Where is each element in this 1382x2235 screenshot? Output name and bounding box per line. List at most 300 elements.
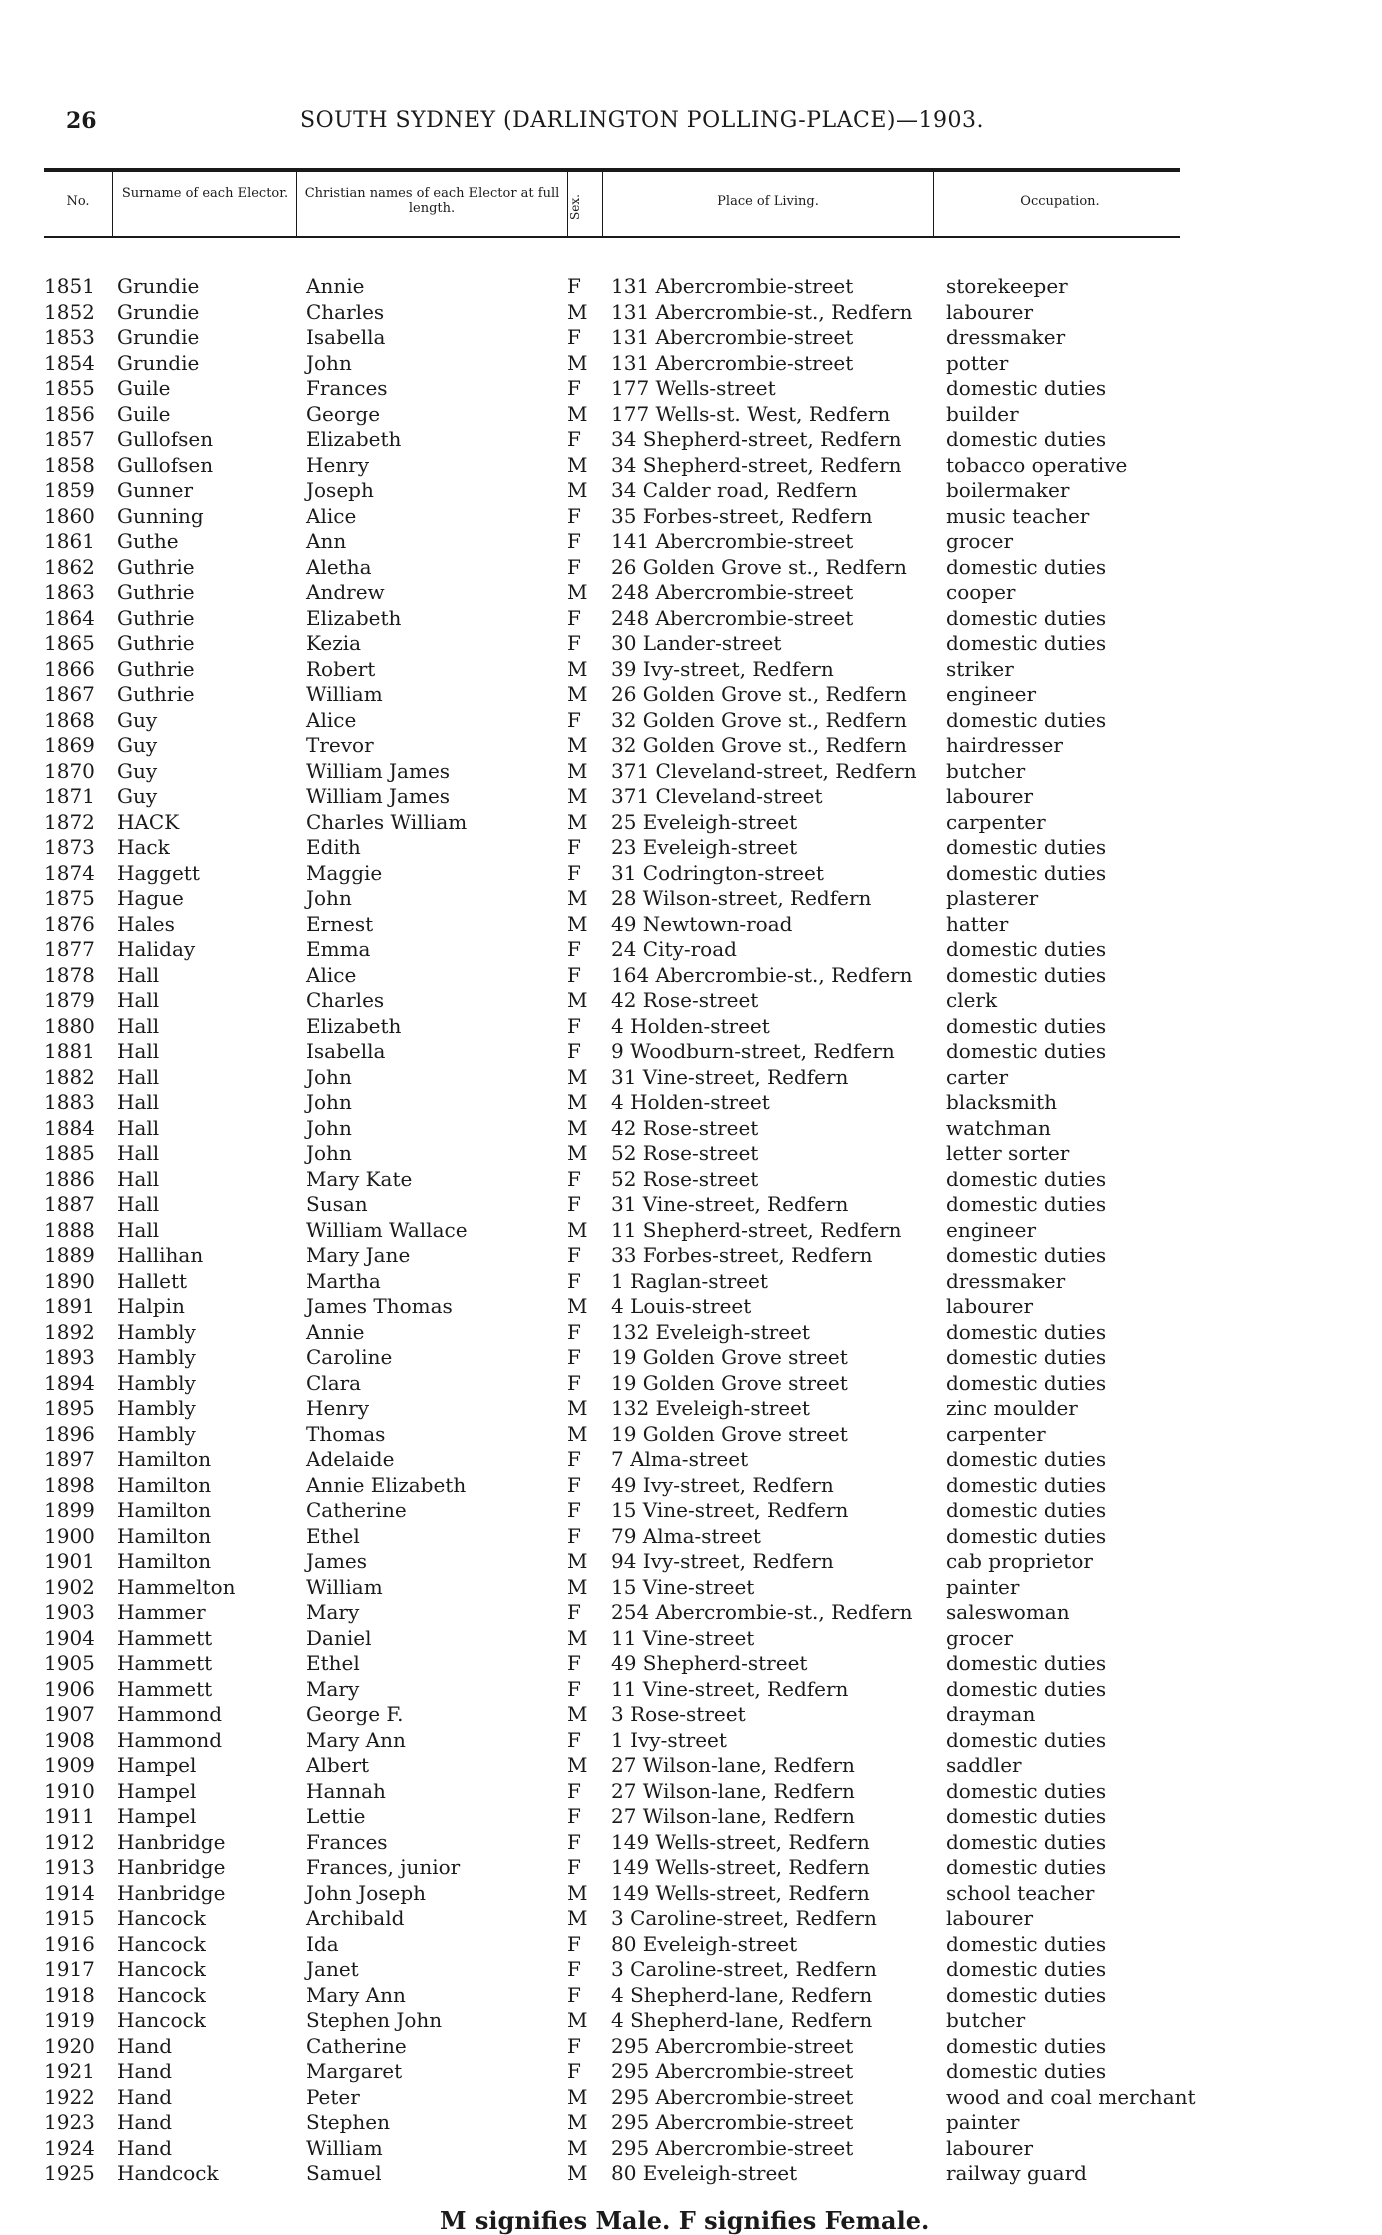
elector-surname: Hampel — [117, 1778, 197, 1803]
elector-occupation: domestic duties — [946, 1013, 1107, 1038]
elector-christian-names: Elizabeth — [306, 427, 402, 451]
column-header-sex: Sex. — [568, 194, 582, 220]
elector-sex: F — [567, 376, 581, 400]
table-row — [0, 2161, 1382, 2187]
elector-occupation: grocer — [946, 1625, 1014, 1650]
elector-number: 1917 — [44, 1957, 95, 1981]
elector-surname: Guthrie — [117, 554, 195, 579]
elector-number: 1919 — [44, 2008, 95, 2032]
elector-occupation: labourer — [946, 299, 1034, 324]
elector-christian-names: Alice — [306, 707, 357, 732]
elector-place-of-living: 15 Vine-street — [611, 1574, 755, 1599]
elector-place-of-living: 295 Abercrombie-street — [611, 2033, 854, 2058]
elector-occupation: engineer — [946, 1217, 1037, 1242]
table-row — [0, 1779, 1382, 1805]
table-row — [0, 963, 1382, 989]
elector-place-of-living: 42 Rose-street — [611, 1115, 759, 1140]
elector-christian-names: Frances — [306, 376, 388, 400]
elector-occupation: domestic duties — [946, 1345, 1107, 1369]
elector-sex: M — [567, 401, 588, 426]
table-row — [0, 453, 1382, 479]
elector-sex: M — [567, 1753, 588, 1777]
elector-place-of-living: 49 Newtown-road — [611, 911, 793, 936]
elector-occupation: domestic duties — [946, 707, 1107, 732]
elector-sex: F — [567, 2059, 581, 2083]
elector-number: 1875 — [44, 886, 95, 910]
elector-christian-names: Samuel — [306, 2161, 382, 2185]
table-row — [0, 1167, 1382, 1193]
elector-sex: M — [567, 2161, 588, 2185]
elector-place-of-living: 248 Abercrombie-street — [611, 580, 854, 604]
table-row — [0, 1728, 1382, 1754]
elector-place-of-living: 149 Wells-street, Redfern — [611, 1855, 870, 1879]
elector-occupation: domestic duties — [946, 1651, 1107, 1675]
elector-christian-names: Kezia — [306, 631, 362, 655]
elector-sex: M — [567, 1217, 588, 1242]
elector-occupation: saddler — [946, 1753, 1022, 1777]
elector-sex: M — [567, 656, 588, 681]
elector-place-of-living: 33 Forbes-street, Redfern — [611, 1243, 873, 1267]
elector-christian-names: Emma — [306, 937, 371, 961]
elector-sex: F — [567, 962, 581, 987]
elector-place-of-living: 132 Eveleigh-street — [611, 1319, 810, 1344]
column-header-christian: Christian names of each Elector at full length. — [304, 186, 560, 216]
elector-christian-names: Catherine — [306, 1498, 407, 1522]
elector-place-of-living: 31 Codrington-street — [611, 860, 824, 885]
elector-sex: F — [567, 1345, 581, 1369]
elector-sex: F — [567, 1319, 581, 1344]
elector-surname: Hanbridge — [117, 1855, 226, 1879]
elector-christian-names: Edith — [306, 835, 361, 859]
elector-christian-names: Maggie — [306, 860, 383, 885]
elector-occupation: domestic duties — [946, 1778, 1107, 1803]
table-row — [0, 1014, 1382, 1040]
elector-place-of-living: 24 City-road — [611, 937, 737, 961]
elector-surname: Guthrie — [117, 682, 195, 706]
table-row — [0, 1090, 1382, 1116]
elector-place-of-living: 4 Shepherd-lane, Redfern — [611, 2008, 873, 2032]
elector-occupation: painter — [946, 1574, 1020, 1599]
elector-surname: Hambly — [117, 1421, 196, 1446]
elector-surname: Hancock — [117, 1957, 206, 1981]
elector-number: 1900 — [44, 1523, 95, 1548]
table-row — [0, 2085, 1382, 2111]
elector-christian-names: William James — [306, 784, 451, 808]
elector-occupation: drayman — [946, 1702, 1036, 1726]
elector-number: 1913 — [44, 1855, 95, 1879]
elector-surname: Hammett — [117, 1651, 213, 1675]
elector-surname: Hancock — [117, 1931, 206, 1956]
elector-surname: Hamilton — [117, 1472, 212, 1497]
elector-occupation: watchman — [946, 1115, 1051, 1140]
elector-surname: Guthrie — [117, 631, 195, 655]
elector-number: 1858 — [44, 452, 95, 477]
elector-christian-names: Lettie — [306, 1804, 366, 1828]
column-separator — [602, 172, 603, 236]
elector-christian-names: William Wallace — [306, 1217, 468, 1242]
table-row — [0, 1498, 1382, 1524]
elector-place-of-living: 80 Eveleigh-street — [611, 1931, 798, 1956]
elector-occupation: engineer — [946, 682, 1037, 706]
elector-surname: Hampel — [117, 1804, 197, 1828]
table-row — [0, 2110, 1382, 2136]
elector-christian-names: Mary Kate — [306, 1166, 413, 1191]
elector-christian-names: Stephen — [306, 2110, 390, 2134]
elector-surname: Hammond — [117, 1702, 223, 1726]
elector-sex: M — [567, 1880, 588, 1905]
elector-occupation: dressmaker — [946, 1268, 1066, 1293]
elector-occupation: domestic duties — [946, 1039, 1107, 1063]
elector-christian-names: Adelaide — [306, 1447, 395, 1471]
elector-sex: M — [567, 784, 588, 808]
elector-sex: M — [567, 350, 588, 375]
elector-sex: F — [567, 325, 581, 349]
elector-sex: F — [567, 1982, 581, 2007]
table-row — [0, 810, 1382, 836]
elector-sex: M — [567, 988, 588, 1012]
elector-christian-names: Alice — [306, 503, 357, 528]
elector-number: 1863 — [44, 580, 95, 604]
elector-place-of-living: 35 Forbes-street, Redfern — [611, 503, 873, 528]
elector-christian-names: George — [306, 401, 381, 426]
elector-sex: M — [567, 1090, 588, 1114]
elector-sex: M — [567, 1625, 588, 1650]
elector-christian-names: Frances, junior — [306, 1855, 461, 1879]
elector-place-of-living: 34 Calder road, Redfern — [611, 478, 858, 502]
elector-number: 1854 — [44, 350, 95, 375]
elector-place-of-living: 49 Shepherd-street — [611, 1651, 808, 1675]
elector-place-of-living: 131 Abercrombie-st., Redfern — [611, 299, 913, 324]
table-row — [0, 1549, 1382, 1575]
elector-surname: Hall — [117, 1039, 160, 1063]
elector-occupation: zinc moulder — [946, 1396, 1078, 1420]
elector-christian-names: William — [306, 2135, 383, 2160]
table-row — [0, 376, 1382, 402]
elector-number: 1915 — [44, 1906, 95, 1930]
elector-occupation: domestic duties — [946, 376, 1107, 400]
table-row — [0, 1626, 1382, 1652]
elector-occupation: domestic duties — [946, 835, 1107, 859]
elector-christian-names: Elizabeth — [306, 1013, 402, 1038]
elector-number: 1896 — [44, 1421, 95, 1446]
elector-number: 1882 — [44, 1064, 95, 1089]
elector-place-of-living: 19 Golden Grove street — [611, 1370, 848, 1395]
table-row — [0, 1957, 1382, 1983]
elector-surname: Hand — [117, 2110, 173, 2134]
elector-number: 1902 — [44, 1574, 95, 1599]
elector-place-of-living: 295 Abercrombie-street — [611, 2135, 854, 2160]
elector-place-of-living: 131 Abercrombie-street — [611, 325, 854, 349]
elector-place-of-living: 52 Rose-street — [611, 1166, 759, 1191]
table-row — [0, 402, 1382, 428]
elector-sex: F — [567, 605, 581, 630]
table-row — [0, 351, 1382, 377]
elector-occupation: blacksmith — [946, 1090, 1057, 1114]
elector-place-of-living: 371 Cleveland-street, Redfern — [611, 758, 917, 783]
table-row — [0, 657, 1382, 683]
elector-occupation: labourer — [946, 2135, 1034, 2160]
elector-place-of-living: 149 Wells-street, Redfern — [611, 1829, 870, 1854]
table-row — [0, 1320, 1382, 1346]
elector-number: 1905 — [44, 1651, 95, 1675]
elector-surname: Hammett — [117, 1625, 213, 1650]
elector-number: 1880 — [44, 1013, 95, 1038]
elector-sex: M — [567, 1141, 588, 1165]
elector-place-of-living: 25 Eveleigh-street — [611, 809, 798, 834]
table-row — [0, 1524, 1382, 1550]
elector-occupation: grocer — [946, 529, 1014, 553]
elector-surname: Hall — [117, 1064, 160, 1089]
elector-number: 1870 — [44, 758, 95, 783]
elector-christian-names: Elizabeth — [306, 605, 402, 630]
elector-occupation: domestic duties — [946, 1855, 1107, 1879]
elector-number: 1872 — [44, 809, 95, 834]
elector-number: 1860 — [44, 503, 95, 528]
elector-sex: F — [567, 1013, 581, 1038]
elector-number: 1889 — [44, 1243, 95, 1267]
elector-sex: F — [567, 2033, 581, 2058]
elector-surname: Guy — [117, 784, 158, 808]
elector-number: 1925 — [44, 2161, 95, 2185]
elector-place-of-living: 177 Wells-street — [611, 376, 776, 400]
elector-sex: F — [567, 631, 581, 655]
elector-surname: Grundie — [117, 299, 200, 324]
table-row — [0, 1830, 1382, 1856]
elector-sex: M — [567, 478, 588, 502]
elector-sex: M — [567, 1396, 588, 1420]
elector-surname: Hack — [117, 835, 170, 859]
elector-number: 1851 — [44, 274, 95, 298]
elector-surname: Hall — [117, 1141, 160, 1165]
elector-sex: F — [567, 1039, 581, 1063]
elector-surname: Guthrie — [117, 605, 195, 630]
elector-christian-names: Caroline — [306, 1345, 393, 1369]
elector-occupation: plasterer — [946, 886, 1039, 910]
column-separator — [933, 172, 934, 236]
elector-surname: Hamilton — [117, 1549, 212, 1573]
elector-place-of-living: 371 Cleveland-street — [611, 784, 823, 808]
elector-occupation: labourer — [946, 1294, 1034, 1318]
elector-number: 1855 — [44, 376, 95, 400]
elector-occupation: domestic duties — [946, 1957, 1107, 1981]
elector-christian-names: Ann — [306, 529, 347, 553]
elector-number: 1908 — [44, 1727, 95, 1752]
table-row — [0, 1396, 1382, 1422]
elector-christian-names: John — [306, 886, 352, 910]
elector-number: 1922 — [44, 2084, 95, 2109]
elector-place-of-living: 295 Abercrombie-street — [611, 2110, 854, 2134]
elector-surname: Hanbridge — [117, 1829, 226, 1854]
elector-place-of-living: 39 Ivy-street, Redfern — [611, 656, 834, 681]
elector-sex: M — [567, 2135, 588, 2160]
elector-occupation: domestic duties — [946, 554, 1107, 579]
elector-number: 1868 — [44, 707, 95, 732]
elector-sex: F — [567, 1243, 581, 1267]
column-header-place: Place of Living. — [717, 194, 819, 209]
elector-number: 1878 — [44, 962, 95, 987]
elector-occupation: domestic duties — [946, 962, 1107, 987]
elector-place-of-living: 9 Woodburn-street, Redfern — [611, 1039, 895, 1063]
elector-surname: Hamilton — [117, 1498, 212, 1522]
elector-number: 1856 — [44, 401, 95, 426]
elector-occupation: domestic duties — [946, 1166, 1107, 1191]
elector-sex: M — [567, 1702, 588, 1726]
table-row — [0, 937, 1382, 963]
elector-number: 1920 — [44, 2033, 95, 2058]
elector-number: 1887 — [44, 1192, 95, 1216]
elector-place-of-living: 19 Golden Grove street — [611, 1421, 848, 1446]
elector-occupation: dressmaker — [946, 325, 1066, 349]
elector-surname: Hague — [117, 886, 184, 910]
elector-place-of-living: 31 Vine-street, Redfern — [611, 1192, 849, 1216]
elector-occupation: carpenter — [946, 809, 1046, 834]
elector-christian-names: Robert — [306, 656, 376, 681]
elector-sex: M — [567, 758, 588, 783]
table-row — [0, 1881, 1382, 1907]
elector-sex: M — [567, 1064, 588, 1089]
elector-occupation: music teacher — [946, 503, 1090, 528]
table-row — [0, 784, 1382, 810]
table-row — [0, 555, 1382, 581]
elector-surname: Guile — [117, 401, 171, 426]
elector-christian-names: Archibald — [306, 1906, 405, 1930]
elector-surname: Hall — [117, 988, 160, 1012]
elector-number: 1867 — [44, 682, 95, 706]
elector-place-of-living: 3 Caroline-street, Redfern — [611, 1906, 877, 1930]
table-row — [0, 580, 1382, 606]
elector-place-of-living: 4 Holden-street — [611, 1090, 770, 1114]
elector-surname: Hancock — [117, 1906, 206, 1930]
elector-place-of-living: 1 Ivy-street — [611, 1727, 727, 1752]
elector-occupation: domestic duties — [946, 1804, 1107, 1828]
elector-christian-names: Albert — [306, 1753, 370, 1777]
table-row — [0, 886, 1382, 912]
elector-occupation: domestic duties — [946, 1498, 1107, 1522]
elector-number: 1894 — [44, 1370, 95, 1395]
elector-surname: Gunning — [117, 503, 204, 528]
elector-occupation: butcher — [946, 2008, 1026, 2032]
elector-christian-names: Janet — [306, 1957, 359, 1981]
elector-occupation: tobacco operative — [946, 452, 1128, 477]
elector-surname: Hall — [117, 1192, 160, 1216]
elector-place-of-living: 28 Wilson-street, Redfern — [611, 886, 872, 910]
elector-sex: M — [567, 1906, 588, 1930]
elector-christian-names: Alice — [306, 962, 357, 987]
elector-surname: Hand — [117, 2135, 173, 2160]
elector-christian-names: Charles — [306, 299, 385, 324]
elector-number: 1914 — [44, 1880, 95, 1905]
elector-sex: M — [567, 1115, 588, 1140]
table-row — [0, 1804, 1382, 1830]
elector-number: 1916 — [44, 1931, 95, 1956]
table-row — [0, 912, 1382, 938]
elector-christian-names: Martha — [306, 1268, 381, 1293]
elector-surname: Guy — [117, 707, 158, 732]
elector-place-of-living: 34 Shepherd-street, Redfern — [611, 427, 902, 451]
elector-number: 1879 — [44, 988, 95, 1012]
elector-christian-names: Charles — [306, 988, 385, 1012]
elector-christian-names: John — [306, 1115, 352, 1140]
table-row — [0, 1422, 1382, 1448]
elector-number: 1890 — [44, 1268, 95, 1293]
elector-surname: Hammelton — [117, 1574, 236, 1599]
elector-number: 1857 — [44, 427, 95, 451]
table-row — [0, 988, 1382, 1014]
elector-surname: Haliday — [117, 937, 196, 961]
column-header-no: No. — [66, 194, 90, 209]
elector-occupation: saleswoman — [946, 1600, 1070, 1624]
elector-place-of-living: 4 Shepherd-lane, Redfern — [611, 1982, 873, 2007]
elector-place-of-living: 4 Louis-street — [611, 1294, 752, 1318]
table-row — [0, 274, 1382, 300]
elector-sex: F — [567, 1472, 581, 1497]
elector-sex: F — [567, 274, 581, 298]
elector-sex: F — [567, 1957, 581, 1981]
elector-sex: F — [567, 937, 581, 961]
elector-sex: F — [567, 1829, 581, 1854]
elector-place-of-living: 11 Vine-street, Redfern — [611, 1676, 849, 1701]
elector-christian-names: Frances — [306, 1829, 388, 1854]
elector-place-of-living: 254 Abercrombie-st., Redfern — [611, 1600, 913, 1624]
elector-occupation: domestic duties — [946, 860, 1107, 885]
elector-place-of-living: 15 Vine-street, Redfern — [611, 1498, 849, 1522]
elector-occupation: domestic duties — [946, 1370, 1107, 1395]
elector-occupation: builder — [946, 401, 1019, 426]
page-number: 26 — [66, 108, 97, 134]
elector-number: 1891 — [44, 1294, 95, 1318]
elector-place-of-living: 141 Abercrombie-street — [611, 529, 854, 553]
elector-place-of-living: 27 Wilson-lane, Redfern — [611, 1753, 855, 1777]
elector-number: 1862 — [44, 554, 95, 579]
elector-occupation: domestic duties — [946, 1319, 1107, 1344]
elector-number: 1866 — [44, 656, 95, 681]
elector-surname: Hales — [117, 911, 175, 936]
elector-place-of-living: 131 Abercrombie-street — [611, 350, 854, 375]
elector-sex: M — [567, 2084, 588, 2109]
table-row — [0, 1932, 1382, 1958]
table-row — [0, 2008, 1382, 2034]
table-row — [0, 1473, 1382, 1499]
table-row — [0, 2034, 1382, 2060]
elector-occupation: domestic duties — [946, 1243, 1107, 1267]
elector-number: 1871 — [44, 784, 95, 808]
elector-number: 1923 — [44, 2110, 95, 2134]
elector-number: 1912 — [44, 1829, 95, 1854]
elector-sex: M — [567, 886, 588, 910]
column-separator — [296, 172, 297, 236]
elector-surname: Guthe — [117, 529, 179, 553]
table-header-bottom-rule — [44, 236, 1180, 238]
elector-christian-names: John Joseph — [306, 1880, 427, 1905]
elector-place-of-living: 49 Ivy-street, Redfern — [611, 1472, 834, 1497]
elector-place-of-living: 11 Shepherd-street, Redfern — [611, 1217, 902, 1242]
elector-occupation: domestic duties — [946, 1931, 1107, 1956]
elector-occupation: school teacher — [946, 1880, 1095, 1905]
table-row — [0, 478, 1382, 504]
elector-christian-names: William — [306, 1574, 383, 1599]
elector-surname: Guthrie — [117, 580, 195, 604]
elector-christian-names: Ernest — [306, 911, 374, 936]
elector-surname: Guy — [117, 733, 158, 757]
elector-christian-names: Mary — [306, 1676, 360, 1701]
elector-number: 1907 — [44, 1702, 95, 1726]
elector-place-of-living: 34 Shepherd-street, Redfern — [611, 452, 902, 477]
elector-surname: Gullofsen — [117, 452, 214, 477]
elector-christian-names: James — [306, 1549, 368, 1573]
elector-sex: M — [567, 733, 588, 757]
elector-number: 1877 — [44, 937, 95, 961]
table-row — [0, 631, 1382, 657]
